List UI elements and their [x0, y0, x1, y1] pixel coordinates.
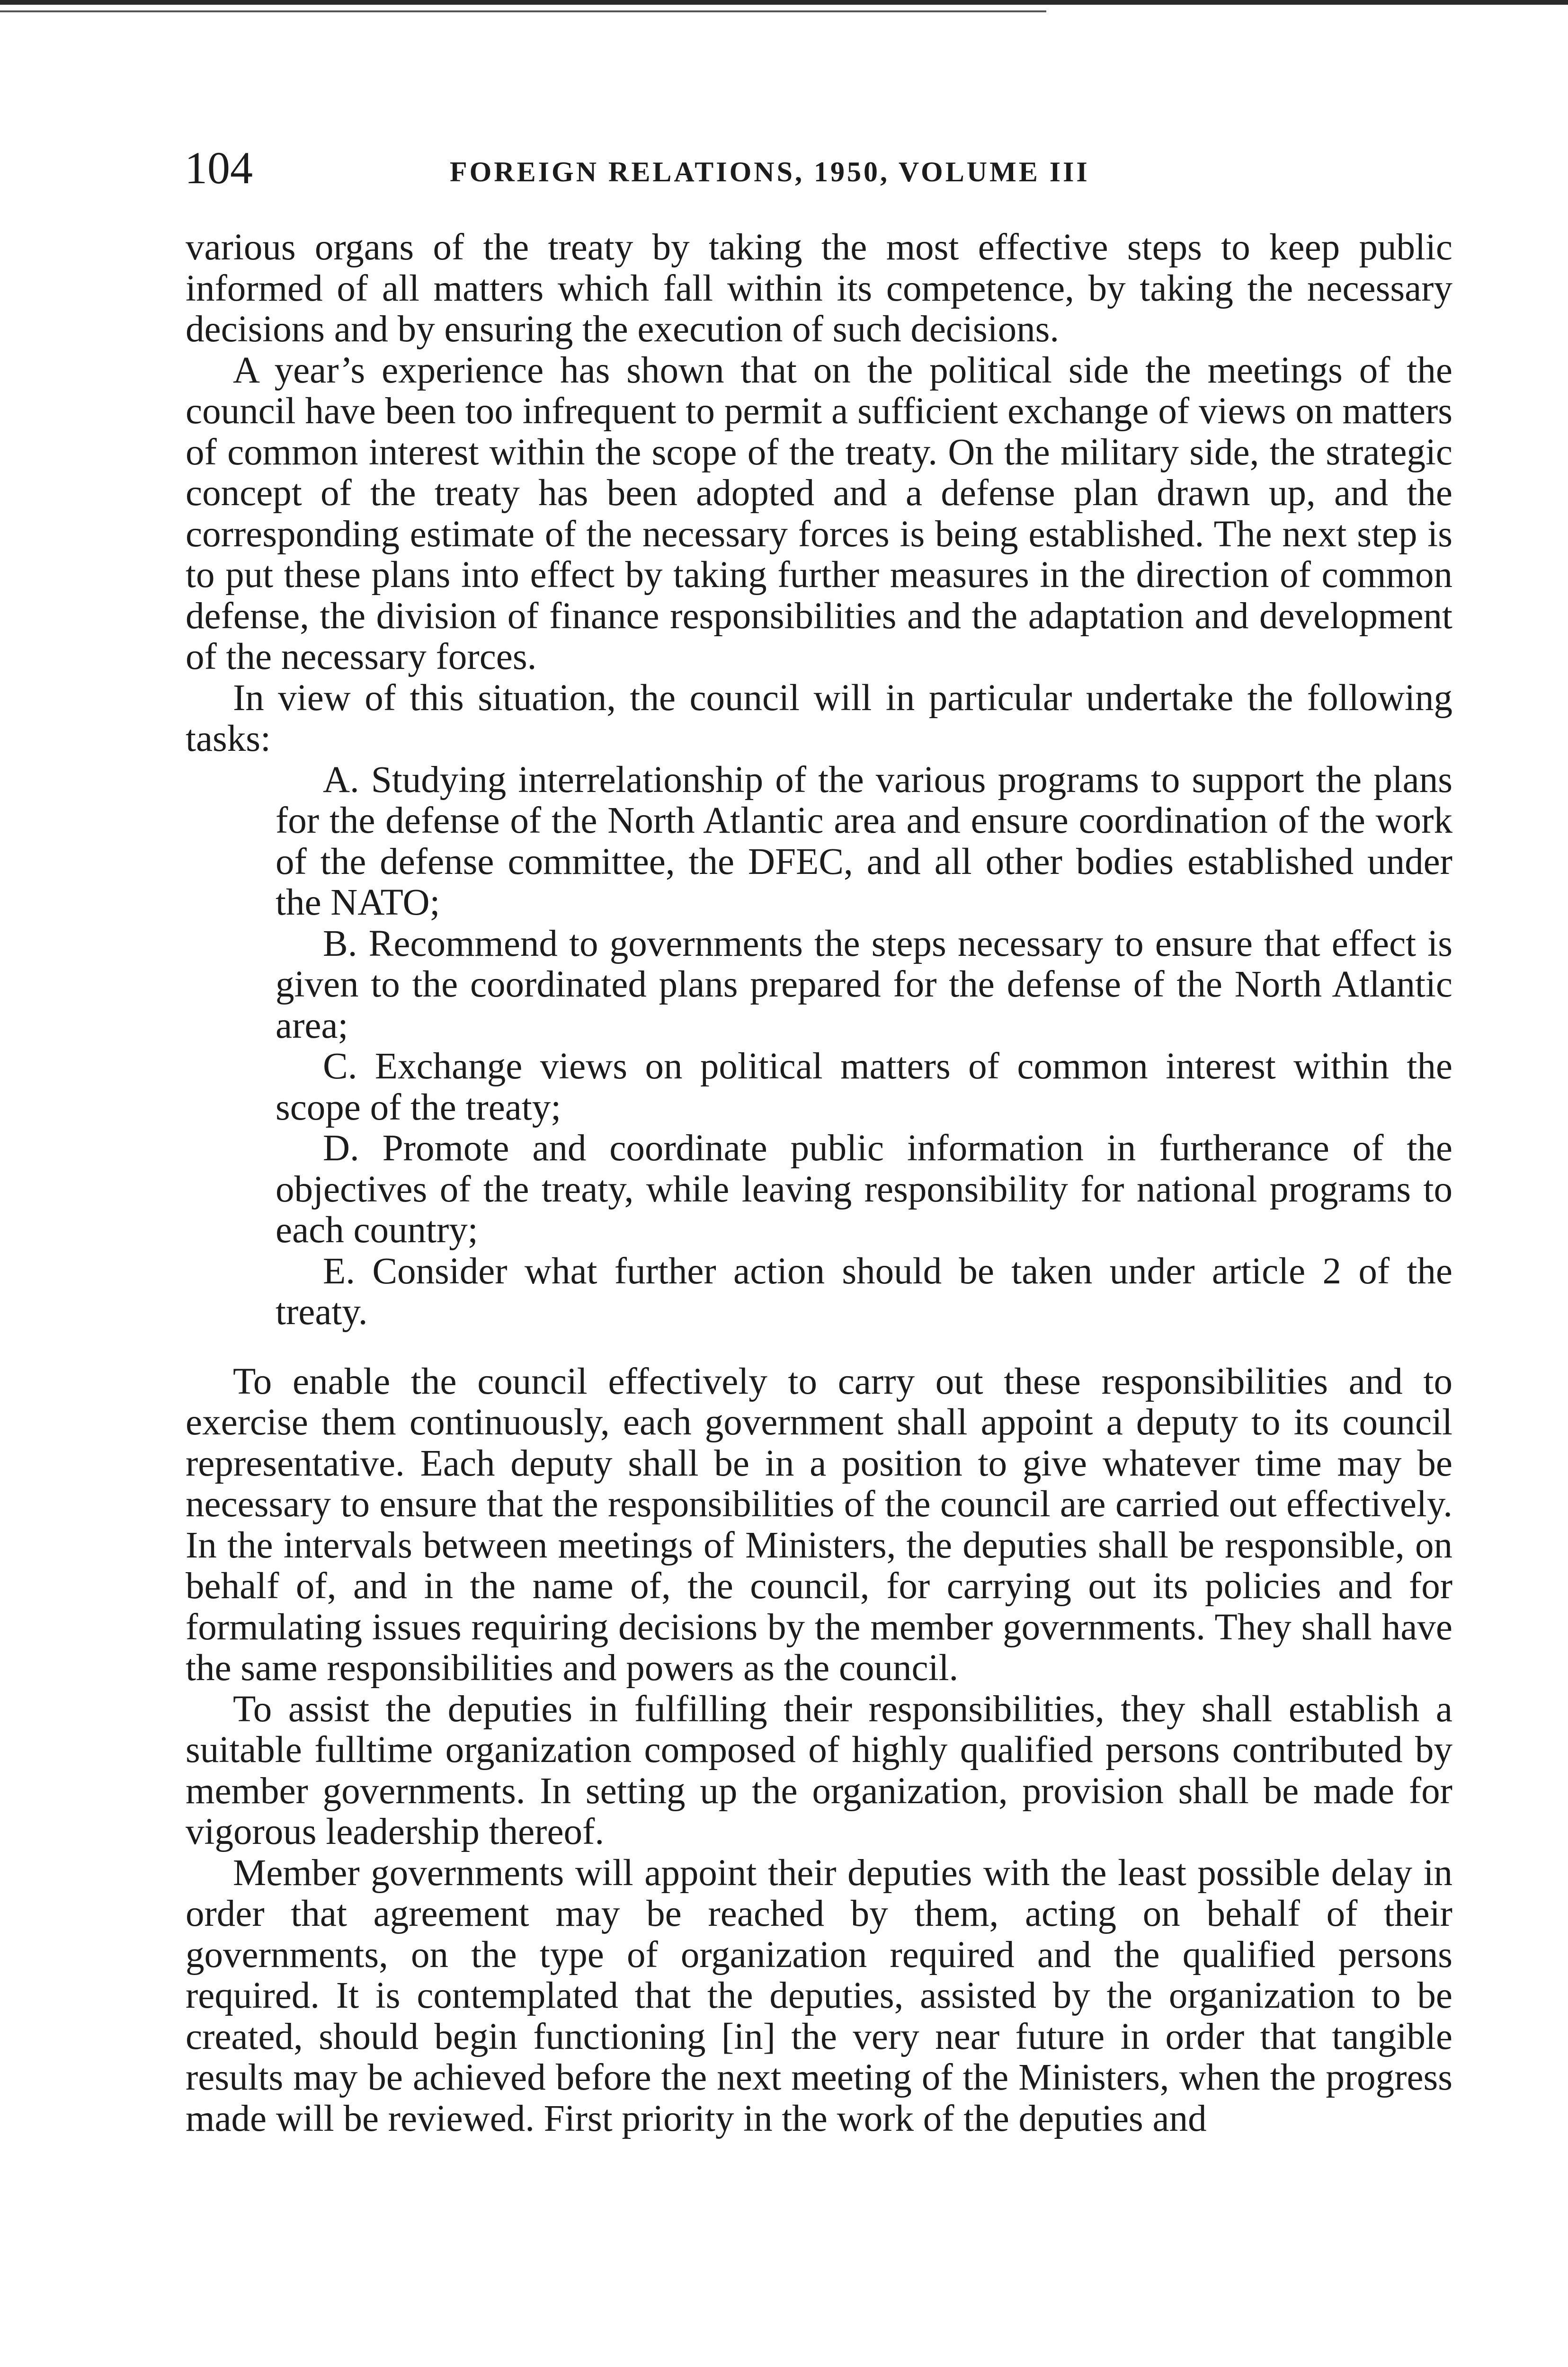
task-item-e: E. Consider what further action should be taken under article 2 of the treaty. — [276, 1250, 1452, 1333]
running-title: FOREIGN RELATIONS, 1950, VOLUME III — [450, 156, 1090, 187]
paragraph-appointment: Member governments will appoint their deputies with the least possible delay in order that agreement may be reached by them, acting on behalf of their governments, on the type of organization required and the qualified persons required. It is contemplated that the deputies, assisted by the organization to be created, should begin functioning [in] the very near future in order that tangible results may be achieved before the next meeting of the Ministers, when the progress made will be reviewed. First priority in the work of the deputies and — [186, 1852, 1452, 2139]
task-item-b: B. Recommend to governments the steps necessary to ensure that effect is given to the coordinated plans prepared for the defense of the North Atlantic area; — [276, 923, 1452, 1046]
paragraph-organization: To assist the deputies in fulfilling their responsibilities, they shall establish a suitable fulltime organization composed of highly qualified persons contributed by member governments. In setting up the organization, provision shall be made for vigorous leadership thereof. — [186, 1688, 1452, 1852]
top-border-thin-rule — [0, 10, 1046, 12]
paragraph-military-political: A year’s experience has shown that on the political side the meetings of the council have been too infrequent to permit a sufficient exchange of views on matters of common interest within the scope of the treaty. On the military side, the strategic concept of the treaty has been adopted and a defense plan drawn up, and the corresponding estimate of the necessary forces is being established. The next step is to put these plans into effect by taking further measures in the direction of common defense, the division of finance responsibilities and the adaptation and development of the necessary forces. — [186, 349, 1452, 677]
section-gap — [186, 1333, 1452, 1361]
page-header — [185, 137, 1453, 199]
page-body — [186, 227, 1452, 2139]
intro-paragraph: various organs of the treaty by taking the most effective steps to keep public informed of all matters which fall within its competence, by taking the necessary decisions and by ensuring the execution of such decisions. — [186, 227, 1452, 350]
task-item-d: D. Promote and coordinate public information in furtherance of the objectives of the treaty, while leaving responsibility for national programs to each country; — [276, 1128, 1452, 1251]
top-border-rule — [0, 0, 1568, 5]
task-item-a: A. Studying interrelationship of the various programs to support the plans for the defense of the North Atlantic area and ensure coordination of the work of the defense committee, the DFEC, and all other bodies established under the NATO; — [276, 759, 1452, 923]
page-number: 104 — [185, 142, 253, 193]
task-list — [186, 760, 1452, 1333]
task-item-c: C. Exchange views on political matters of common interest within the scope of the treaty; — [276, 1046, 1452, 1128]
paragraph-tasks-intro: In view of this situation, the council will in particular undertake the following tasks: — [186, 677, 1452, 759]
paragraph-deputies: To enable the council effectively to carry out these responsibilities and to exercise them continuously, each government shall appoint a deputy to its council representative. Each deputy shall be in a position to give whatever time may be necessary to ensure that the responsibilities of the council are carried out effectively. In the intervals between meetings of Ministers, the deputies shall be responsible, on behalf of, and in the name of, the council, for carrying out its policies and for formulating issues requiring decisions by the member governments. They shall have the same responsibilities and powers as the council. — [186, 1361, 1452, 1689]
